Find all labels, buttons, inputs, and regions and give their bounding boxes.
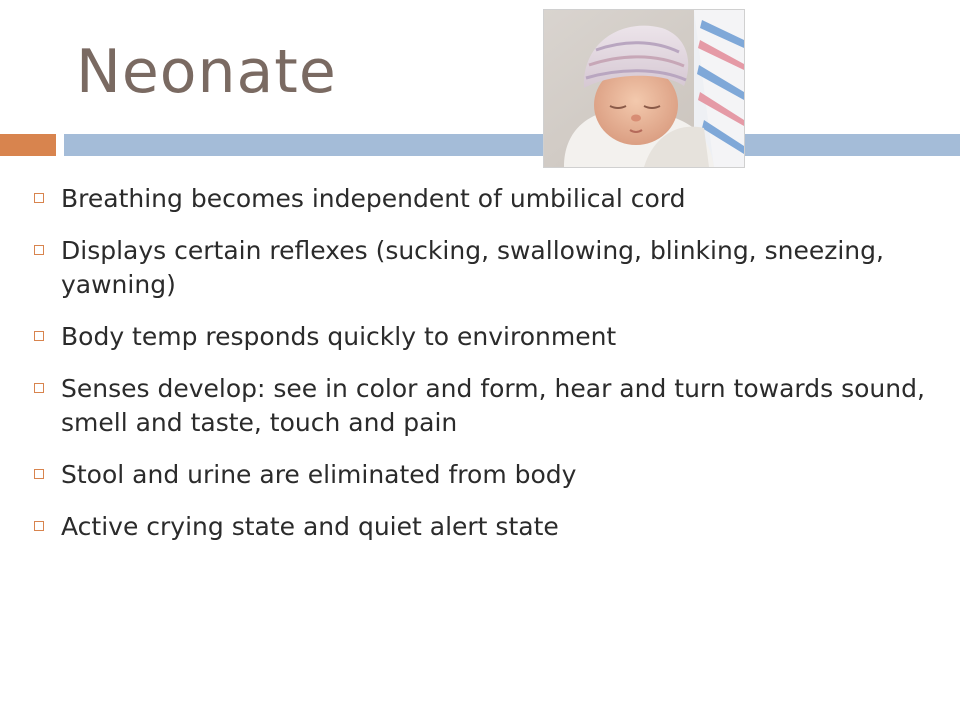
- bullet-text: Displays certain reflexes (sucking, swallowing, blinking, sneezing, yawning): [61, 236, 884, 299]
- bullet-item: [34, 234, 934, 302]
- bullet-text: Active crying state and quiet alert state: [61, 512, 559, 541]
- bullet-text: Body temp responds quickly to environment: [61, 322, 617, 351]
- bullet-item: [34, 510, 934, 544]
- bullet-text: Breathing becomes independent of umbilical cord: [61, 184, 686, 213]
- accent-bar-blue: [64, 134, 960, 156]
- bullet-item: [34, 458, 934, 492]
- square-bullet-icon: [34, 469, 44, 479]
- square-bullet-icon: [34, 193, 44, 203]
- bullet-list: [34, 182, 934, 562]
- newborn-photo: [544, 10, 744, 167]
- accent-bar-orange: [0, 134, 56, 156]
- bullet-item: [34, 320, 934, 354]
- bullet-item: [34, 372, 934, 440]
- bullet-text: Stool and urine are eliminated from body: [61, 460, 577, 489]
- bullet-item: [34, 182, 934, 216]
- square-bullet-icon: [34, 383, 44, 393]
- bullet-text: Senses develop: see in color and form, hear and turn towards sound, smell and taste, touch and pain: [61, 374, 925, 437]
- slide-title: Neonate: [76, 37, 337, 107]
- square-bullet-icon: [34, 245, 44, 255]
- square-bullet-icon: [34, 331, 44, 341]
- square-bullet-icon: [34, 521, 44, 531]
